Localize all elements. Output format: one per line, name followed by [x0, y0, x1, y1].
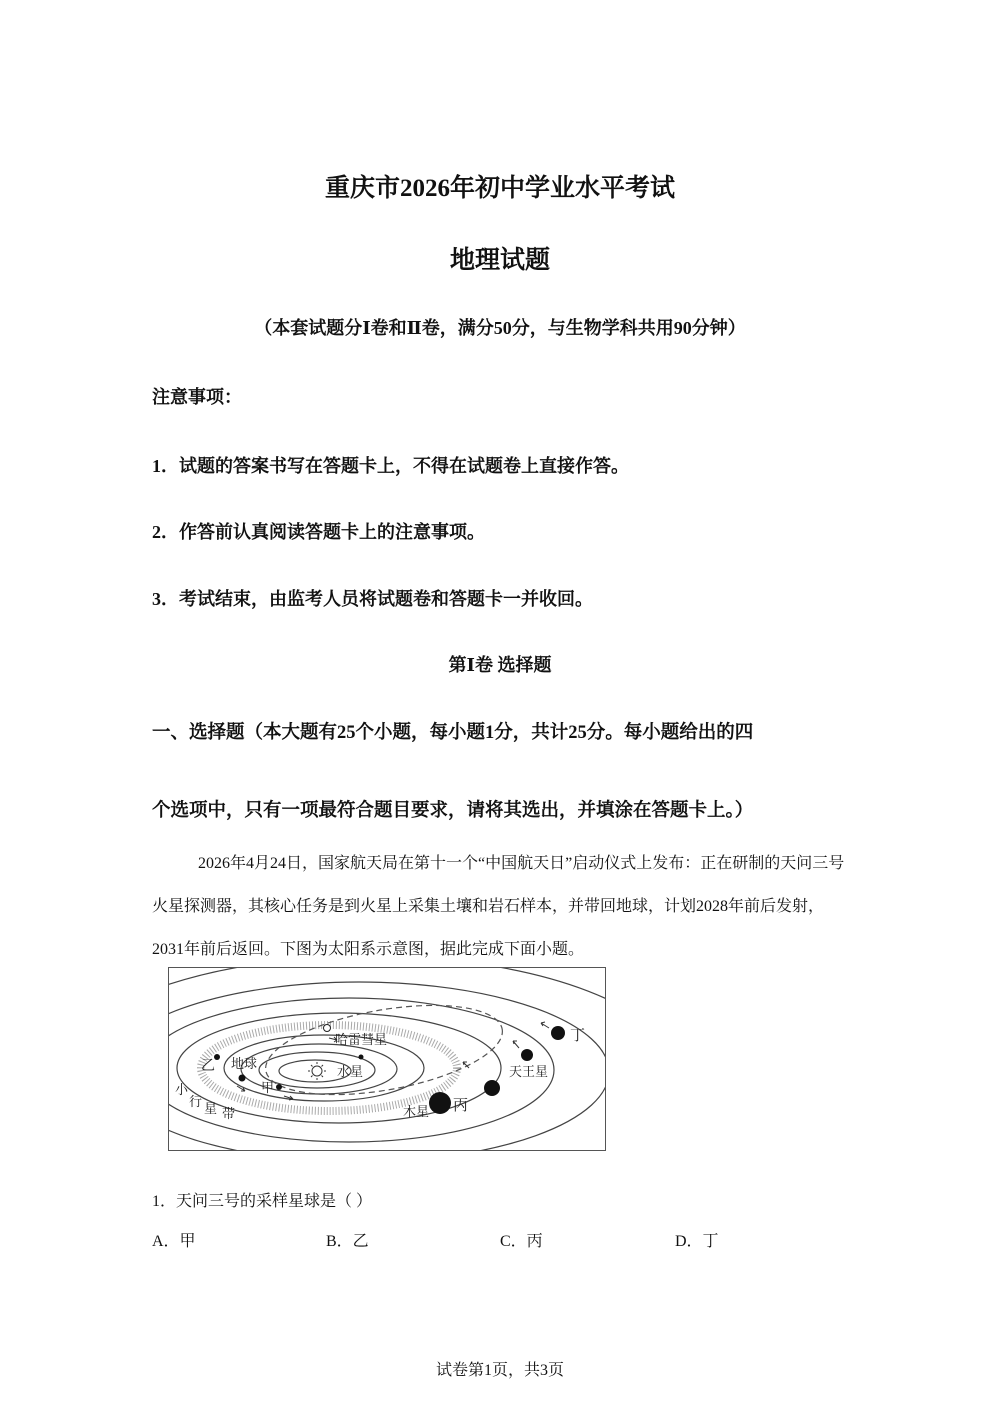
planet-bing [429, 1092, 451, 1114]
exam-subtitle: 地理试题 [449, 247, 550, 274]
reading-passage: 2026年4月24日，国家航天局在第十一个“中国航天日”启动仪式上发布：正在研制的天问三号火星探测器，其核心任务是到火星上采集土壤和岩石样本，并带回地球，计划2028年前后发射，2031年前后返回。下图为太阳系示意图，据此完成下面小题。 [152, 855, 845, 958]
notice-item-3: 3．考试结束，由监考人员将试题卷和答题卡一并收回。 [152, 589, 593, 609]
notice-item-1: 1．试题的答案书写在答题卡上，不得在试题卷上直接作答。 [152, 456, 629, 476]
part-instructions-line2: 个选项中，只有一项最符合题目要求，请将其选出，并填涂在答题卡上。） [152, 801, 754, 821]
notice-item-2: 2．作答前认真阅读答题卡上的注意事项。 [152, 522, 485, 542]
planet-venus [359, 1055, 364, 1060]
label-asteroid-1: 小 [175, 1083, 189, 1098]
part-instructions-line1: 一、选择题（本大题有25个小题，每小题1分，共计25分。每小题给出的四 [152, 723, 754, 743]
label-asteroid-4: 带 [222, 1107, 236, 1122]
notice-heading: 注意事项： [152, 387, 242, 407]
label-bing: 丙 [453, 1096, 469, 1114]
solar-system-diagram [168, 967, 606, 1151]
page-footer: 试卷第1页，共3页 [435, 1362, 564, 1379]
option-d[interactable]: D．丁 [675, 1233, 719, 1250]
planet-uranus [521, 1049, 533, 1061]
label-jia: 甲 [261, 1081, 275, 1096]
option-c[interactable]: C．丙 [500, 1233, 543, 1250]
label-jupiter: 木星 [403, 1105, 430, 1120]
section-title: 第Ⅰ卷 选择题 [448, 655, 552, 675]
planet-earth [239, 1075, 246, 1082]
label-asteroid-3: 星 [204, 1102, 218, 1117]
label-asteroid-2: 行 [189, 1095, 203, 1110]
label-uranus: 天王星 [509, 1065, 549, 1080]
halley-comet-marker [324, 1025, 331, 1032]
exam-note: （本套试题分Ⅰ卷和Ⅱ卷，满分50分，与生物学科共用90分钟） [254, 318, 746, 338]
label-earth: 地球 [231, 1057, 258, 1072]
option-a[interactable]: A．甲 [152, 1233, 196, 1250]
question-1-stem: 1．天问三号的采样星球是（ ） [152, 1193, 373, 1210]
exam-title: 重庆市2026年初中学业水平考试 [324, 175, 675, 202]
label-yi: 乙 [201, 1058, 215, 1074]
label-ding: 丁 [570, 1026, 586, 1044]
label-halley: 哈雷彗星 [335, 1033, 388, 1048]
halley-orbit [259, 990, 509, 1110]
planet-saturn [484, 1080, 500, 1096]
planet-ding [551, 1026, 565, 1040]
sun-icon [308, 1062, 326, 1080]
planet-jia [276, 1084, 282, 1090]
label-mercury: 水星 [337, 1065, 364, 1080]
option-b[interactable]: B．乙 [326, 1233, 369, 1250]
